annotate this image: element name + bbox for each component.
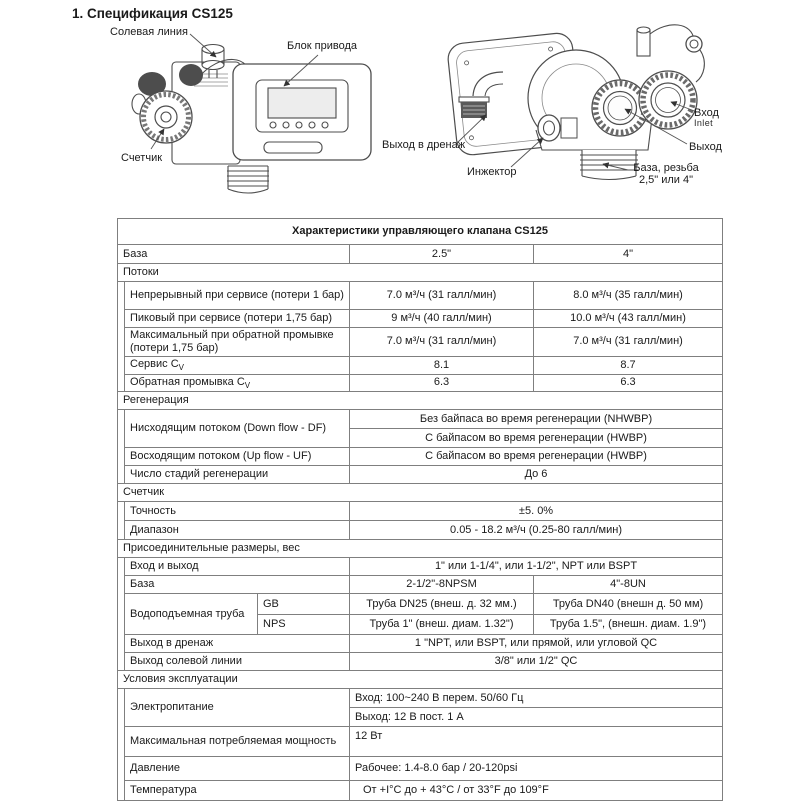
row-riser-label: Водоподъемная труба (125, 594, 258, 635)
backwash-cv-sub: V (244, 380, 251, 390)
row-flow-backwash-4: 7.0 м³/ч (31 галл/мин) (534, 328, 723, 357)
row-pressure-label: Давление (125, 757, 350, 781)
row-flow-peak-25: 9 м³/ч (40 галл/мин) (350, 310, 534, 328)
row-accuracy-label: Точность (125, 502, 350, 521)
row-base2-25: 2-1/2"-8NPSM (350, 576, 534, 594)
row-backwash-cv-25: 6.3 (350, 374, 534, 392)
label-meter: Счетчик (121, 152, 163, 164)
row-flow-backwash-25: 7.0 м³/ч (31 галл/мин) (350, 328, 534, 357)
row-base-value-25: 2.5" (350, 245, 534, 264)
row-regen-down-value1: Без байпаса во время регенерации (NHWBP) (350, 410, 723, 429)
row-power-label: Электропитание (125, 689, 350, 727)
row-service-cv-label (125, 356, 350, 374)
label-base-thread-line2: 2,5" или 4" (638, 174, 694, 187)
row-accuracy-value: ±5. 0% (350, 502, 723, 521)
backwash-cv-text: Обратная промывка C (130, 375, 245, 388)
row-max-power-value: 12 Вт (350, 727, 723, 757)
row-flow-continuous-4: 8.0 м³/ч (35 галл/мин) (534, 282, 723, 310)
indent-cell (118, 410, 125, 484)
row-flow-continuous-25: 7.0 м³/ч (31 галл/мин) (350, 282, 534, 310)
row-riser-nps-25: Труба 1" (внеш. диам. 1.32") (350, 615, 534, 635)
page-title: 1. Спецификация CS125 (72, 6, 233, 21)
section-header-flows: Потоки (118, 264, 723, 282)
row-drain-value: 1 "NPT, или BSPT, или прямой, или угловой QC (350, 635, 723, 653)
row-backwash-cv-label (125, 374, 350, 392)
row-temperature-value: От +I°C до + 43°C / от 33°F до 109°F (350, 781, 723, 801)
valve-diagrams-drawing (0, 18, 800, 218)
row-riser-gb-label: GB (258, 594, 350, 615)
row-brine-label: Выход солевой линии (125, 653, 350, 671)
row-riser-gb-4: Труба DN40 (внешн д. 50 мм) (534, 594, 723, 615)
row-power-output: Выход: 12 В пост. 1 А (350, 708, 723, 727)
row-max-power-label: Максимальная потребляемая мощность (125, 727, 350, 757)
section-header-operating: Условия эксплуатации (118, 671, 723, 689)
row-base-label: База (118, 245, 350, 264)
row-power-input: Вход: 100~240 В перем. 50/60 Гц (350, 689, 723, 708)
row-range-value: 0.05 - 18.2 м³/ч (0.25-80 галл/мин) (350, 521, 723, 540)
row-riser-nps-4: Труба 1.5", (внешн. диам. 1.9") (534, 615, 723, 635)
row-range-label: Диапазон (125, 521, 350, 540)
row-regen-down-label: Нисходящим потоком (Down flow - DF) (125, 410, 350, 448)
row-temperature-label: Температура (125, 781, 350, 801)
label-injector: Инжектор (467, 166, 517, 178)
row-brine-value: 3/8" или 1/2" QC (350, 653, 723, 671)
row-regen-stages-value: До 6 (350, 466, 723, 484)
label-outlet: Выход (689, 141, 722, 153)
valve-rear-diagram (447, 25, 705, 180)
label-inlet-ru: Вход (694, 107, 719, 119)
label-drive-unit: Блок привода (287, 40, 357, 52)
row-riser-gb-25: Труба DN25 (внеш. д. 32 мм.) (350, 594, 534, 615)
row-base2-4: 4"-8UN (534, 576, 723, 594)
row-riser-nps-label: NPS (258, 615, 350, 635)
label-base-thread-line1: База, резьба (633, 162, 699, 174)
indent-cell (118, 282, 125, 392)
row-flow-peak-label: Пиковый при сервисе (потери 1,75 бар) (125, 310, 350, 328)
service-cv-sub: V (178, 363, 185, 373)
row-pressure-value: Рабочее: 1.4-8.0 бар / 20-120psi (350, 757, 723, 781)
label-brine-line: Солевая линия (110, 26, 188, 38)
section-header-meter: Счетчик (118, 484, 723, 502)
row-flow-backwash-label: Максимальный при обратной промывке (потери 1,75 бар) (125, 328, 350, 357)
indent-cell (118, 689, 125, 801)
row-service-cv-25: 8.1 (350, 356, 534, 374)
label-base-thread (610, 162, 722, 186)
row-drain-label: Выход в дренаж (125, 635, 350, 653)
indent-cell (118, 502, 125, 540)
row-inlet-outlet-value: 1" или 1-1/4", или 1-1/2", NPT или BSPT (350, 558, 723, 576)
row-inlet-outlet-label: Вход и выход (125, 558, 350, 576)
valve-diagrams (0, 18, 800, 218)
section-header-regeneration: Регенерация (118, 392, 723, 410)
row-regen-up-value: С байпасом во время регенерации (HWBP) (350, 448, 723, 466)
table-title: Характеристики управляющего клапана CS125 (118, 219, 723, 245)
row-flow-continuous-label: Непрерывный при сервисе (потери 1 бар) (125, 282, 350, 310)
label-inlet-en: Inlet (694, 118, 714, 128)
row-regen-down-value2: С байпасом во время регенерации (HWBP) (350, 429, 723, 448)
spec-table (117, 218, 723, 801)
service-cv-text: Сервис C (130, 357, 179, 370)
valve-front-diagram (132, 45, 371, 194)
row-backwash-cv-4: 6.3 (534, 374, 723, 392)
row-regen-up-label: Восходящим потоком (Up flow - UF) (125, 448, 350, 466)
row-service-cv-4: 8.7 (534, 356, 723, 374)
row-flow-peak-4: 10.0 м³/ч (43 галл/мин) (534, 310, 723, 328)
row-base-value-4: 4" (534, 245, 723, 264)
section-header-dimensions: Присоединительные размеры, вес (118, 540, 723, 558)
label-drain-outlet: Выход в дренаж (382, 139, 466, 151)
row-base2-label: База (125, 576, 350, 594)
indent-cell (118, 558, 125, 671)
row-regen-stages-label: Число стадий регенерации (125, 466, 350, 484)
